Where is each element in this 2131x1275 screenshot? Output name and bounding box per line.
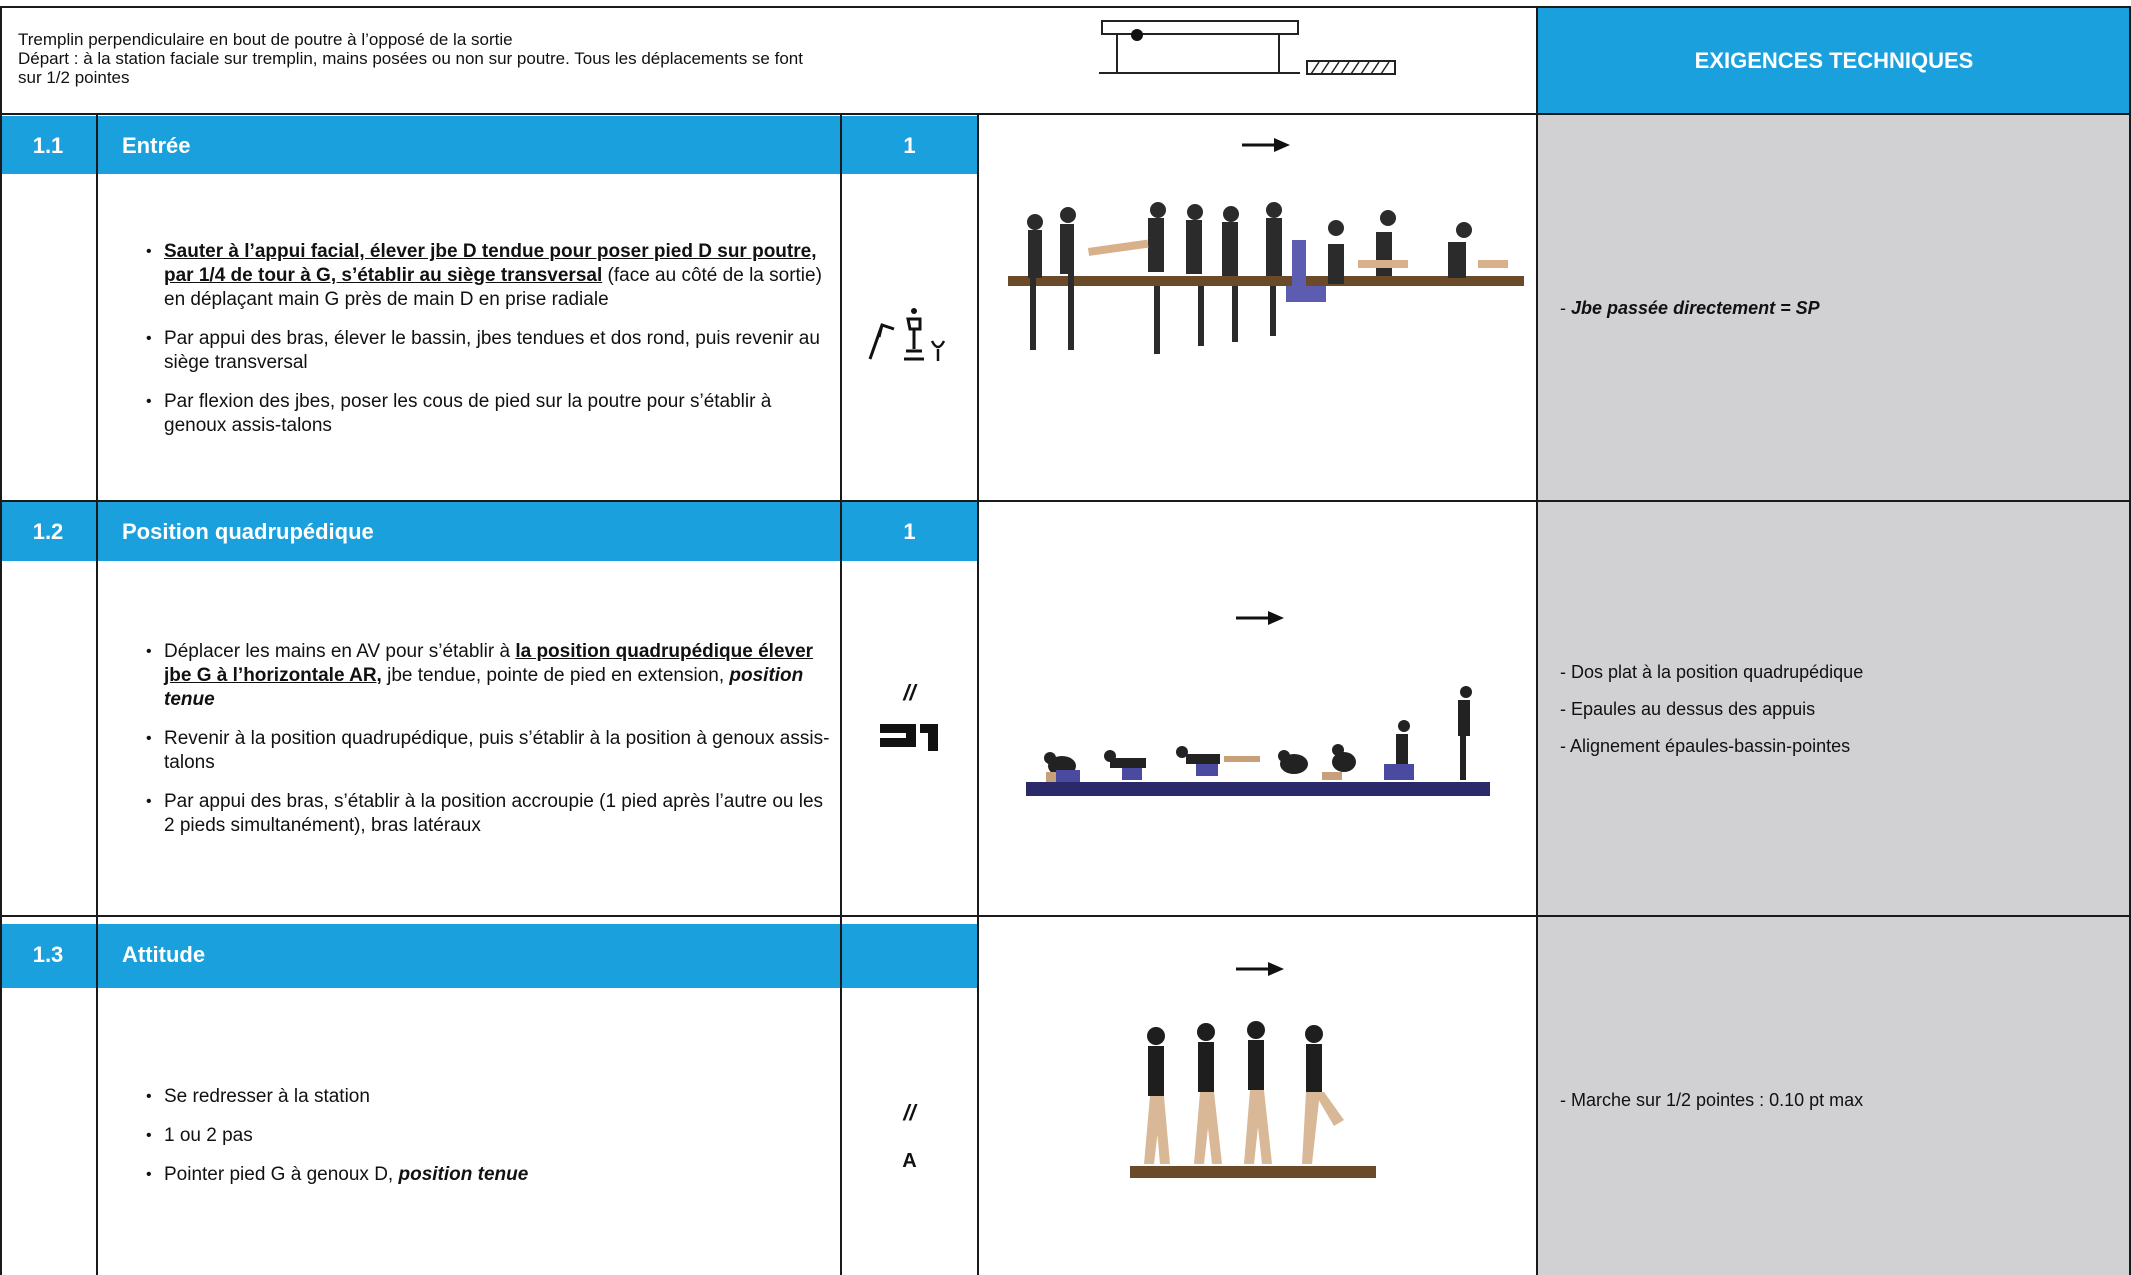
- section-1-1-bullet-2: • Par appui des bras, élever le bassin, jbes tendues et dos rond, puis revenir au siège transversal: [142, 327, 832, 375]
- section-1-2-symbol-icon: [880, 724, 940, 752]
- section-1-2-title: Position quadrupédique: [122, 519, 374, 544]
- left-border: [0, 6, 2, 1275]
- section-1-2-value: 1: [903, 519, 916, 544]
- section-1-3-bullet-1: • Se redresser à la station: [142, 1085, 832, 1109]
- section-1-2-bullet-3: • Par appui des bras, s’établir à la position accroupie (1 pied après l’autre ou les 2 pieds simultanément), bras latéraux: [142, 790, 832, 838]
- section-1-1-value: 1: [903, 133, 916, 158]
- col-divider-image: [977, 114, 979, 1275]
- section-1-3-instructions: [142, 1085, 832, 1202]
- section-1-3-symbol-top: //: [903, 1100, 916, 1125]
- intro-line-3: sur 1/2 pointes: [18, 68, 130, 87]
- header-bottom-border: [0, 113, 2131, 115]
- section-1-2-requirement-1: - Dos plat à la position quadrupédique: [1560, 662, 1864, 682]
- section-1-3-title: Attitude: [122, 942, 206, 967]
- section-1-2-requirement-2: - Epaules au dessus des appuis: [1560, 699, 1816, 719]
- intro-text: [18, 30, 998, 87]
- arrow-right-icon: [1234, 609, 1286, 627]
- section-1-1-number: 1.1: [32, 133, 64, 158]
- section-1-3-bullet-2: • 1 ou 2 pas: [142, 1124, 832, 1148]
- intro-line-1: Tremplin perpendiculaire en bout de poutre à l’opposé de la sortie: [18, 30, 513, 49]
- section-1-2-number: 1.2: [32, 519, 64, 544]
- section-1-2-gymnast-image: [1026, 686, 1490, 806]
- section-1-3-gymnast-image: [1130, 1016, 1380, 1188]
- top-border: [0, 6, 2131, 8]
- section-1-3-requirement-1: - Marche sur 1/2 pointes : 0.10 pt max: [1560, 1090, 1864, 1110]
- section-1-1-requirements: [1560, 296, 2120, 333]
- section-1-2-requirements: [1560, 660, 2120, 771]
- section-1-2-symbol-top: //: [903, 680, 916, 705]
- section-1-1-bullet-1: • Sauter à l’appui facial, élever jbe D tendue pour poser pied D sur poutre, par 1/4 de tour à G, s’établir au siège transversal (face au côté de la sortie) en déplaçant main G près de main D en prise radiale: [142, 240, 832, 312]
- section-1-1-requirement-1: - Jbe passée directement = SP: [1560, 298, 1820, 318]
- section-1-2-bullet-2: • Revenir à la position quadrupédique, puis s’établir à la position à genoux assis-talons: [142, 727, 832, 775]
- section-1-3-requirements: [1560, 1088, 2120, 1125]
- section-1-1-title: Entrée: [122, 133, 191, 158]
- arrow-right-icon: [1240, 136, 1292, 154]
- section-1-2-bullet-1: • Déplacer les mains en AV pour s’établir à la position quadrupédique élever jbe G à l’horizontale AR, jbe tendue, pointe de pied en extension, position tenue: [142, 640, 832, 712]
- row-divider-1-3: [0, 915, 2131, 917]
- section-1-1-bullet-3: • Par flexion des jbes, poser les cous de pied sur la poutre pour s’établir à genoux assis-talons: [142, 390, 832, 438]
- exigences-title: EXIGENCES TECHNIQUES: [1694, 48, 1974, 73]
- beam-diagram-icon: [1095, 18, 1435, 80]
- section-1-1-instructions: [142, 240, 832, 453]
- row-divider-1-2: [0, 500, 2131, 502]
- col-divider-number: [96, 114, 98, 1275]
- section-1-3-number: 1.3: [32, 942, 64, 967]
- col-divider-requirements: [1536, 6, 1538, 1275]
- intro-line-2: Départ : à la station faciale sur tremplin, mains posées ou non sur poutre. Tous les déplacements se font: [18, 49, 803, 68]
- section-1-3-symbol-bottom: A: [902, 1150, 917, 1172]
- arrow-right-icon: [1234, 960, 1286, 978]
- section-1-1-symbol-icon: [866, 305, 956, 369]
- section-1-2-instructions: [142, 640, 832, 853]
- section-1-1-gymnast-image: [1008, 200, 1524, 360]
- section-1-3-bullet-3: • Pointer pied G à genoux D, position tenue: [142, 1163, 832, 1187]
- section-1-2-requirement-3: - Alignement épaules-bassin-pointes: [1560, 736, 1851, 756]
